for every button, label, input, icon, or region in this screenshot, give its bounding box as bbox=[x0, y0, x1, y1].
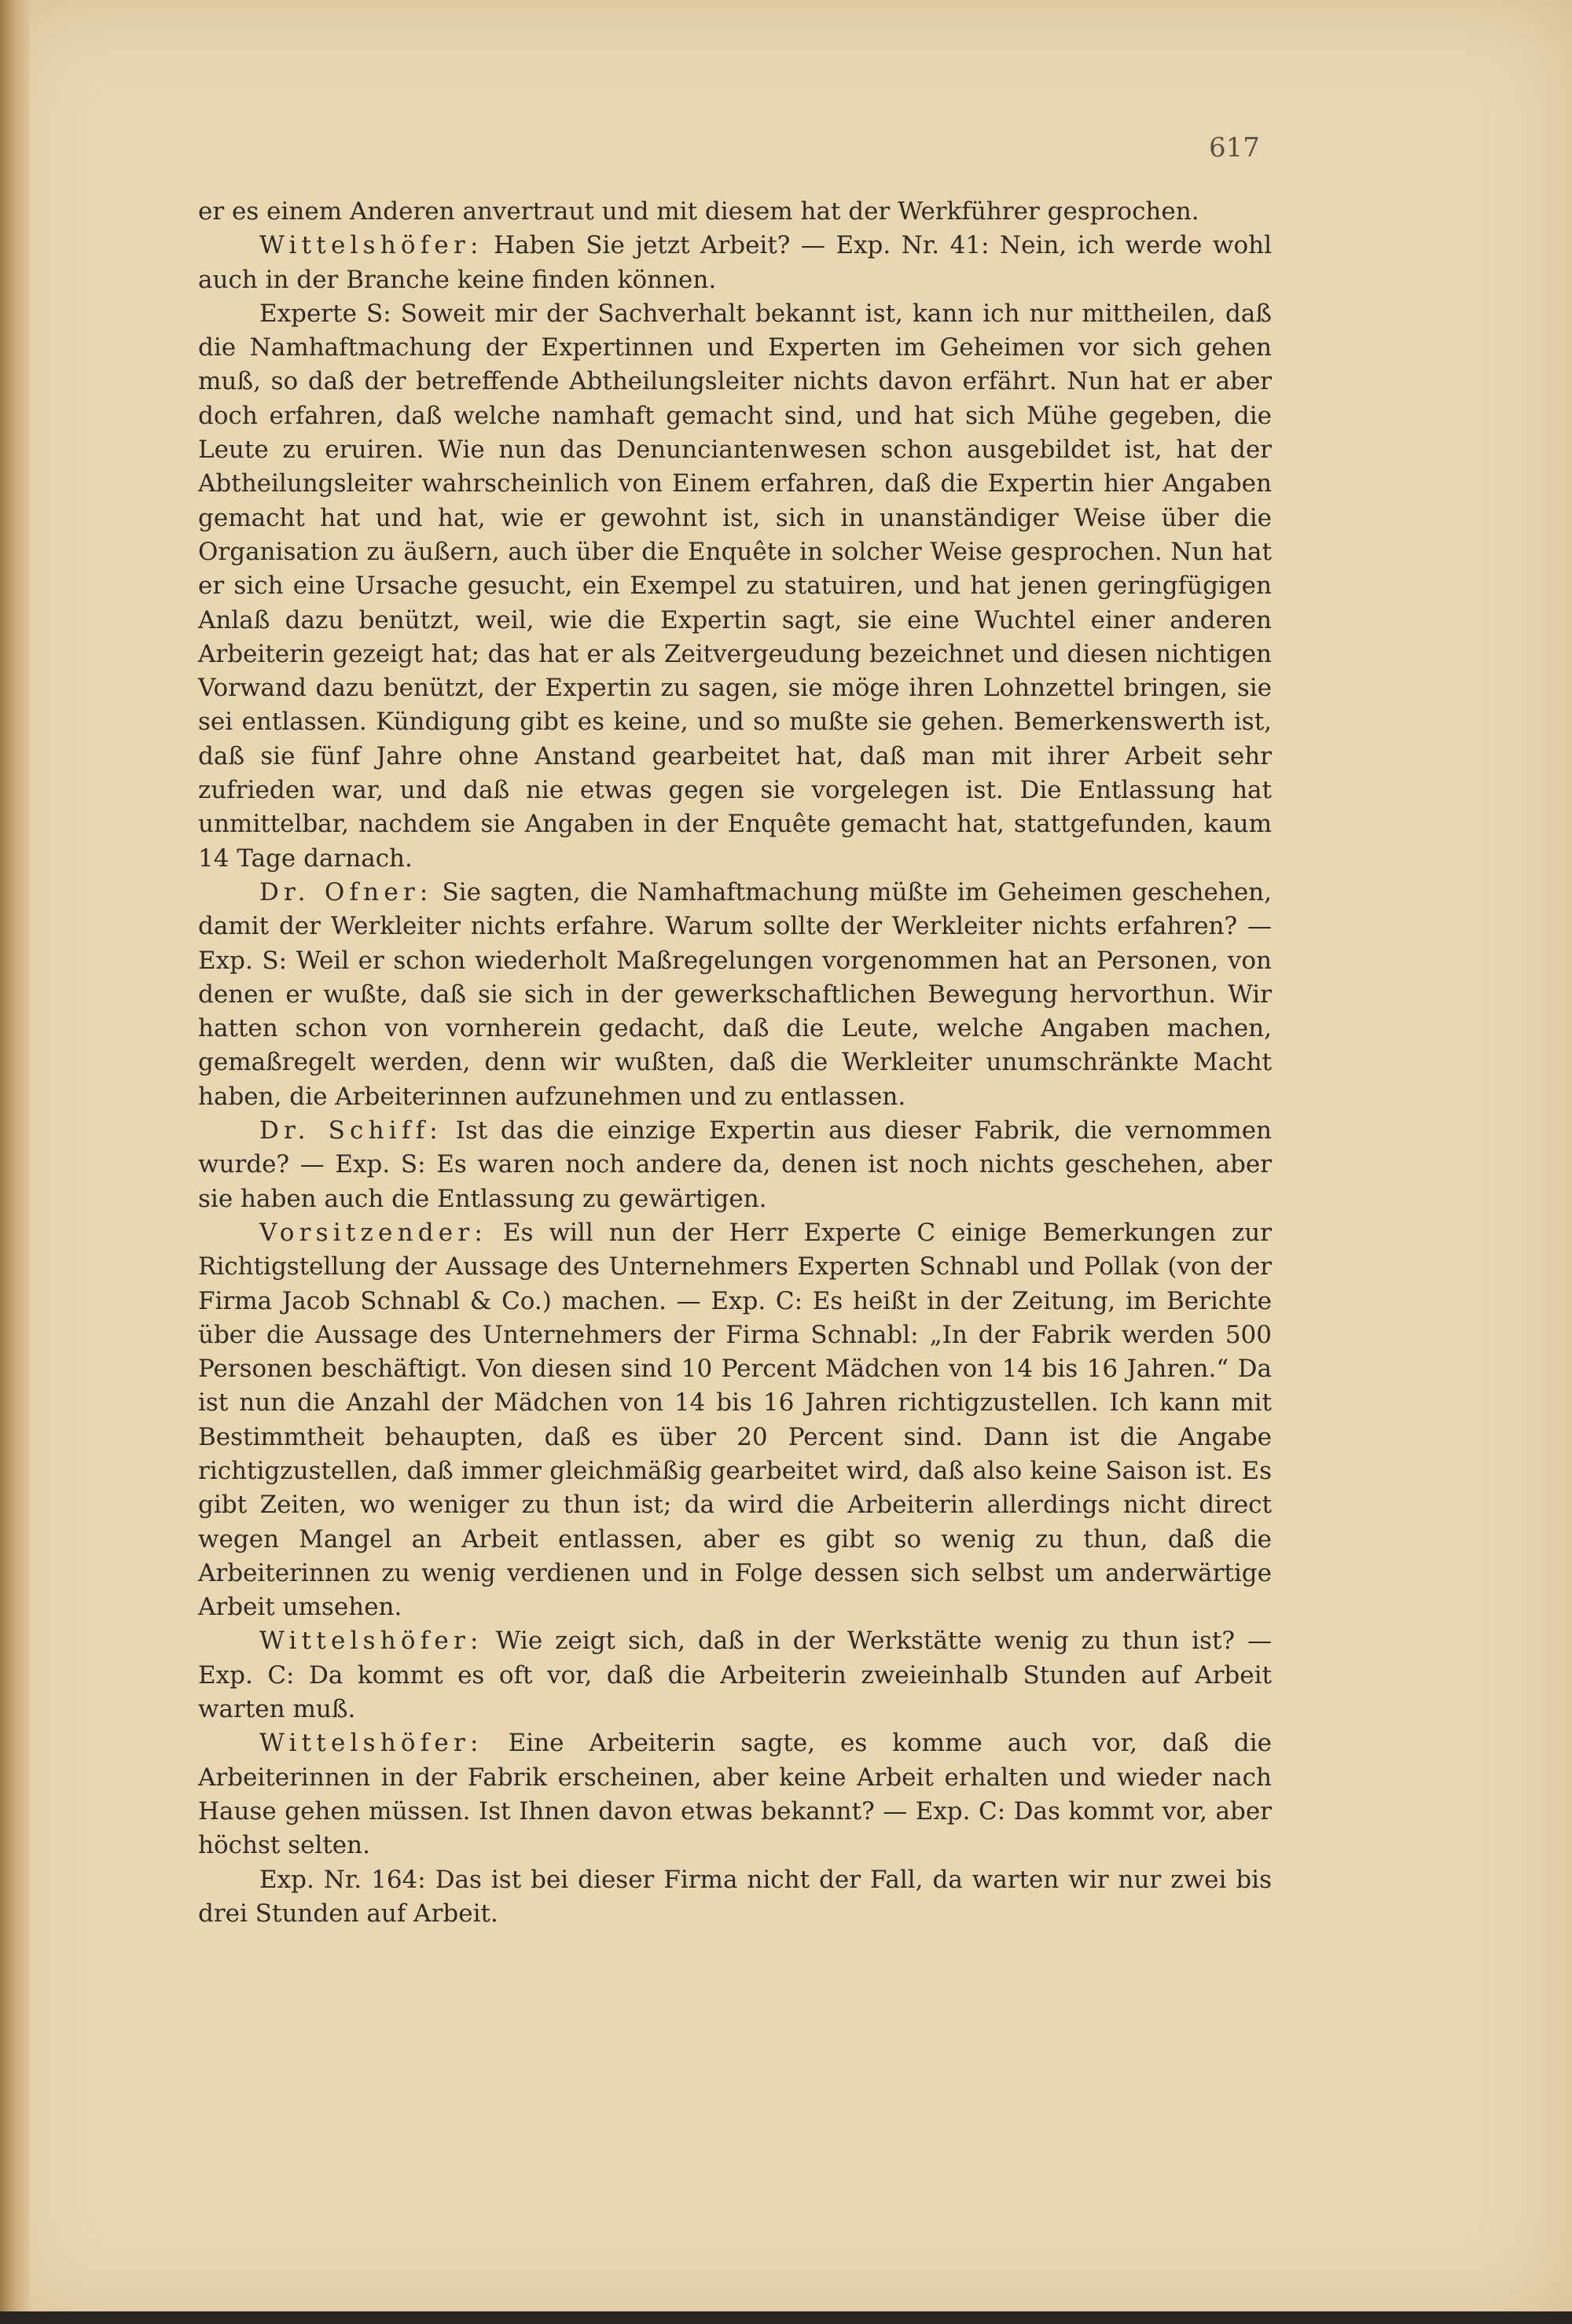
paragraph-text: Haben Sie jetzt Arbeit? — Exp. Nr. 41: Nein, ich werde wohl auch in der Branche keine finden können. bbox=[198, 231, 1272, 294]
paragraph-wittelshoefer-2 bbox=[198, 1624, 1272, 1726]
page-body-text bbox=[198, 195, 1272, 1931]
speaker-name: Dr. Schiff: bbox=[259, 1116, 443, 1145]
speaker-name: Wittelshöfer: bbox=[259, 1729, 483, 1758]
page-number: 617 bbox=[1209, 132, 1260, 164]
book-spine-edge bbox=[0, 0, 30, 2324]
paragraph-experte-s bbox=[198, 297, 1272, 876]
paragraph-dr-schiff bbox=[198, 1114, 1272, 1216]
paragraph-text: er es einem Anderen anvertraut und mit diesem hat der Werkführer gesprochen. bbox=[198, 197, 1199, 226]
paragraph-text: Das ist bei dieser Firma nicht der Fall, da warten wir nur zwei bis drei Stunden auf Arbeit. bbox=[198, 1865, 1272, 1928]
speaker-name: Dr. Ofner: bbox=[259, 877, 433, 906]
paragraph-text: Ist das die einzige Expertin aus dieser Fabrik, die vernommen wurde? — Exp. S: Es waren noch andere da, denen ist noch nichts geschehen, aber sie haben auch die Entlassung zu gewärtigen. bbox=[198, 1116, 1273, 1213]
paragraph-text: Eine Arbeiterin sagte, es komme auch vor, daß die Arbeiterinnen in der Fabrik erscheinen, aber keine Arbeit erhalten und wieder nach Hause gehen müssen. Ist Ihnen davon etwas bekannt? — Exp. C: Das kommt vor, aber höchst selten. bbox=[198, 1729, 1272, 1860]
paragraph-text: Soweit mir der Sachverhalt bekannt ist, kann ich nur mittheilen, daß die Namhaftmachung der Expertinnen und Experten im Geheimen vor sich gehen muß, so daß der betreffende Abtheilungsleiter nichts davon erfährt. Nun hat er aber doch erfahren, daß welche namhaft gemacht sind, und hat sich Mühe gegeben, die Leute zu eruiren. Wie nun das Denunciantenwesen schon ausgebildet ist, hat der Abtheilungsleiter wahrscheinlich von Einem erfahren, daß die Expertin hier Angaben gemacht hat und hat, wie er gewohnt ist, sich in unanständiger Weise über die Organisation zu äußern, auch über die Enquête in solcher Weise gesprochen. Nun hat er sich eine Ursache gesucht, ein Exempel zu statuiren, und hat jenen geringfügigen Anlaß dazu benützt, weil, wie die Expertin sagt, sie eine Wuchtel einer anderen Arbeiterin gezeigt hat; das hat er als Zeitvergeudung bezeichnet und diesen nichtigen Vorwand dazu benützt, der Expertin zu sagen, sie möge ihren Lohnzettel bringen, sie sei entlassen. Kündigung gibt es keine, und so mußte sie gehen. Bemerkenswerth ist, daß sie fünf Jahre ohne Anstand gearbeitet hat, daß man mit ihrer Arbeit sehr zufrieden war, und daß nie etwas gegen sie vorgelegen ist. Die Entlassung hat unmittelbar, nachdem sie Angaben in der Enquête gemacht hat, stattgefunden, kaum 14 Tage darnach. bbox=[198, 299, 1272, 873]
speaker-name: Wittelshöfer: bbox=[259, 231, 483, 260]
paragraph-wittelshoefer-1 bbox=[198, 229, 1272, 297]
paragraph-vorsitzender bbox=[198, 1216, 1272, 1625]
speaker-name: Vorsitzender: bbox=[259, 1218, 488, 1247]
paragraph-exp-164 bbox=[198, 1863, 1272, 1932]
page-bottom-edge bbox=[0, 2311, 1572, 2324]
paragraph-text: Sie sagten, die Namhaftmachung müßte im Geheimen geschehen, damit der Werkleiter nichts erfahre. Warum sollte der Werkleiter nichts erfahren? — Exp. S: Weil er schon wiederholt Maßregelungen vorgenommen hat an Personen, von denen er wußte, daß sie sich in der gewerkschaftlichen Bewegung hervorthun. Wir hatten schon von vornherein gedacht, daß die Leute, welche Angaben machen, gemaßregelt werden, denn wir wußten, daß die Werkleiter unumschränkte Macht haben, die Arbeiterinnen aufzunehmen und zu entlassen. bbox=[198, 877, 1272, 1111]
paragraph-wittelshoefer-3 bbox=[198, 1726, 1272, 1863]
speaker-name: Experte S: bbox=[259, 299, 391, 328]
speaker-name: Exp. Nr. 164: bbox=[259, 1865, 426, 1894]
speaker-name: Wittelshöfer: bbox=[259, 1627, 483, 1656]
paragraph-text: Wie zeigt sich, daß in der Werkstätte wenig zu thun ist? — Exp. C: Da kommt es oft vor, daß die Arbeiterin zweieinhalb Stunden auf Arbeit warten muß. bbox=[198, 1627, 1272, 1724]
paragraph-continuation bbox=[198, 195, 1272, 229]
paragraph-dr-ofner bbox=[198, 876, 1272, 1114]
paragraph-text: Es will nun der Herr Experte C einige Bemerkungen zur Richtigstellung der Aussage des Unternehmers Experten Schnabl und Pollak (von der Firma Jacob Schnabl & Co.) machen. — Exp. C: Es heißt in der Zeitung, im Berichte über die Aussage des Unternehmers der Firma Schnabl: „In der Fabrik werden 500 Personen beschäftigt. Von diesen sind 10 Percent Mädchen von 14 bis 16 Jahren.“ Da ist nun die Anzahl der Mädchen von 14 bis 16 Jahren richtigzustellen. Ich kann mit Bestimmtheit behaupten, daß es über 20 Percent sind. Dann ist die Angabe richtigzustellen, daß immer gleichmäßig gearbeitet wird, daß also keine Saison ist. Es gibt Zeiten, wo weniger zu thun ist; da wird die Arbeiterin allerdings nicht direct wegen Mangel an Arbeit entlassen, aber es gibt so wenig zu thun, daß die Arbeiterinnen zu wenig verdienen und in Folge dessen sich selbst um anderwärtige Arbeit umsehen. bbox=[198, 1218, 1272, 1622]
